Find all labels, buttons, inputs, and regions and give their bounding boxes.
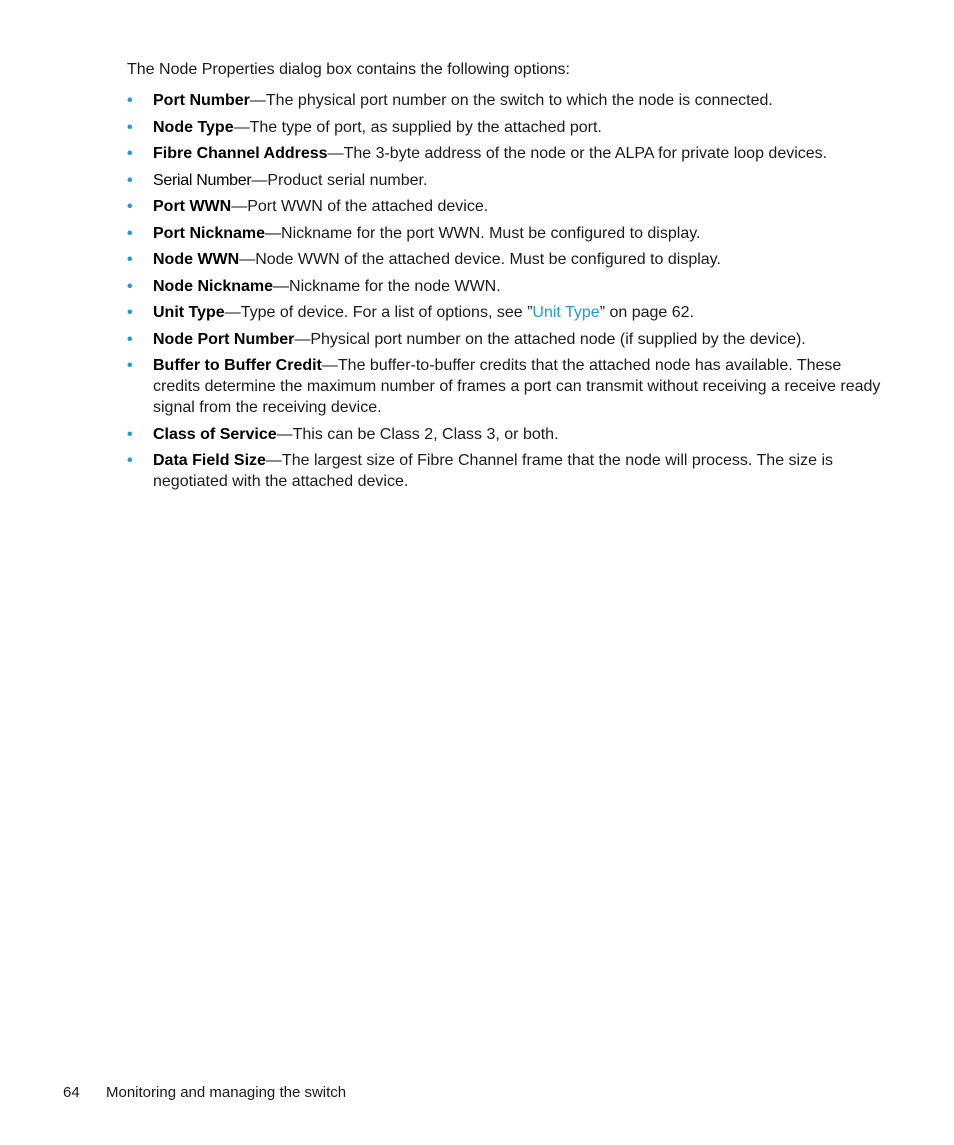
bullet-icon: •	[127, 224, 133, 242]
bullet-icon: •	[127, 198, 133, 215]
option-description: —The buffer-to-buffer credits that the attached node has available. These credits determine the maximum number of frames a port can transmit without receiving a receive ready signal from the receiving device.	[153, 357, 881, 416]
option-description-suffix: ” on page 62.	[599, 304, 694, 321]
option-description: —The largest size of Fibre Channel frame that the node will process. The size is negotiated with the attached device.	[153, 452, 833, 490]
option-description: —The type of port, as supplied by the attached port.	[233, 118, 602, 136]
option-term: Node Nickname	[153, 277, 274, 295]
bullet-icon: •	[127, 145, 133, 162]
option-term: Port WWN	[153, 198, 232, 215]
option-description: —Node WWN of the attached device. Must be configured to display.	[239, 251, 721, 268]
option-port-wwn	[127, 196, 887, 217]
bullet-icon: •	[127, 330, 133, 348]
option-class-of-service	[127, 424, 887, 445]
bullet-icon: •	[127, 425, 133, 443]
option-unit-type	[127, 302, 887, 323]
option-node-nickname	[127, 276, 887, 297]
option-buffer-to-buffer-credit	[127, 355, 887, 418]
options-list	[127, 90, 887, 498]
bullet-icon: •	[127, 304, 133, 321]
page-number: 64	[63, 1084, 80, 1101]
option-description: —Type of device. For a list of options, see ”	[224, 304, 533, 321]
option-term: Node WWN	[153, 251, 240, 268]
section-title: Monitoring and managing the switch	[106, 1084, 347, 1101]
intro-paragraph: The Node Properties dialog box contains the following options:	[127, 61, 570, 78]
option-node-port-number	[127, 329, 887, 350]
option-serial-number	[127, 170, 887, 191]
bullet-icon: •	[127, 171, 133, 189]
option-term: Fibre Channel Address	[153, 145, 328, 162]
option-term: Serial Number	[153, 171, 252, 189]
option-term: Data Field Size	[153, 452, 266, 469]
option-term: Node Type	[153, 118, 234, 136]
option-node-type	[127, 117, 887, 138]
option-description: —Port WWN of the attached device.	[231, 198, 489, 215]
unit-type-link[interactable]: Unit Type	[532, 304, 600, 321]
option-term: Port Number	[153, 92, 250, 109]
bullet-icon: •	[127, 251, 133, 268]
option-term: Unit Type	[153, 304, 225, 321]
bullet-icon: •	[127, 277, 133, 295]
option-port-nickname	[127, 223, 887, 244]
option-description: —This can be Class 2, Class 3, or both.	[276, 425, 559, 443]
option-term: Class of Service	[153, 425, 277, 443]
bullet-icon: •	[127, 118, 133, 136]
option-term: Node Port Number	[153, 330, 295, 348]
option-node-wwn	[127, 249, 887, 270]
bullet-icon: •	[127, 92, 133, 109]
option-fibre-channel-address	[127, 143, 887, 164]
option-description: —Nickname for the node WWN.	[273, 277, 501, 295]
page-footer	[63, 1083, 346, 1103]
option-description: —The 3-byte address of the node or the ALPA for private loop devices.	[327, 145, 828, 162]
option-description: —Physical port number on the attached node (if supplied by the device).	[294, 330, 806, 348]
option-description: —Product serial number.	[251, 171, 428, 189]
option-description: —The physical port number on the switch to which the node is connected.	[249, 92, 773, 109]
option-port-number	[127, 90, 887, 111]
option-description: —Nickname for the port WWN. Must be configured to display.	[265, 224, 701, 242]
option-term: Buffer to Buffer Credit	[153, 357, 322, 374]
option-data-field-size	[127, 450, 887, 492]
option-term: Port Nickname	[153, 224, 266, 242]
bullet-icon: •	[127, 452, 133, 469]
bullet-icon: •	[127, 357, 133, 374]
